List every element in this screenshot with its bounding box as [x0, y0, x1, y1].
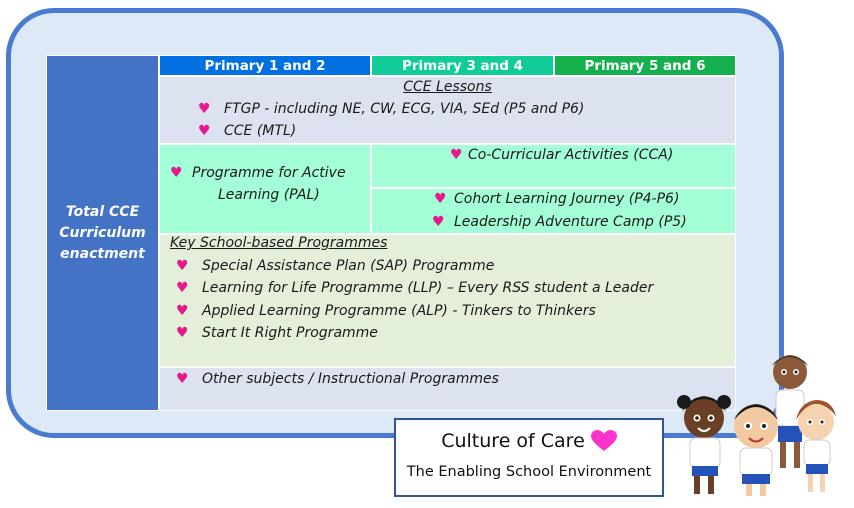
heart-bullet-icon: ♥ [176, 258, 189, 274]
programme-sap: Special Assistance Plan (SAP) Programme [202, 258, 495, 274]
header-primary-3-4: Primary 3 and 4 [371, 55, 554, 76]
pal-line-1: Programme for Active [192, 165, 346, 181]
lesson-item-mtl: CCE (MTL) [224, 123, 297, 139]
lesson-item-ftgp: FTGP - including NE, CW, ECG, VIA, SEd (P5 and P6) [224, 101, 585, 117]
journey-item-camp: Leadership Adventure Camp (P5) [454, 214, 687, 230]
list-item [176, 325, 378, 341]
child-figure [734, 404, 778, 496]
key-programmes-cell [159, 234, 736, 367]
journey-cell [371, 188, 736, 234]
cca-cell [371, 144, 736, 188]
pal-cell [159, 144, 371, 234]
total-cce-cell [46, 55, 159, 411]
programme-start-it-right: Start It Right Programme [202, 325, 378, 341]
other-subjects-label: Other subjects / Instructional Programmes [202, 371, 499, 387]
total-cce-label: Total CCE Curriculum enactment [59, 203, 146, 262]
heart-bullet-icon: ♥ [434, 191, 447, 207]
list-item [198, 101, 584, 117]
programme-llp: Learning for Life Programme (LLP) – Every RSS student a Leader [202, 280, 654, 296]
heart-bullet-icon: ♥ [176, 303, 189, 319]
list-item [176, 280, 653, 296]
heart-bullet-icon: ♥ [198, 123, 211, 139]
list-item [176, 371, 499, 387]
cca-label: Co-Curricular Activities (CCA) [468, 147, 674, 163]
culture-subtitle: The Enabling School Environment [406, 464, 652, 480]
list-item [198, 123, 296, 139]
header-primary-1-2: Primary 1 and 2 [159, 55, 371, 76]
heart-bullet-icon: ♥ [432, 214, 445, 230]
list-item [176, 303, 596, 319]
children-illustration [664, 350, 854, 500]
journey-item-cohort: Cohort Learning Journey (P4-P6) [454, 191, 680, 207]
list-item [176, 258, 494, 274]
heart-bullet-icon: ♥ [198, 101, 211, 117]
other-subjects-cell [159, 367, 736, 411]
cce-lessons-cell [159, 76, 736, 144]
heart-bullet-icon: ♥ [176, 371, 189, 387]
cce-lessons-title: CCE Lessons [403, 79, 492, 95]
heart-bullet-icon: ♥ [176, 325, 189, 341]
child-figure [677, 395, 731, 494]
pal-line-2: Learning (PAL) [218, 187, 320, 203]
curriculum-table [46, 55, 736, 411]
culture-title: Culture of Care [441, 430, 585, 452]
pink-heart-icon [591, 430, 617, 452]
heart-bullet-icon: ♥ [450, 147, 463, 163]
child-figure [796, 400, 836, 492]
heart-bullet-icon: ♥ [170, 165, 183, 181]
header-primary-5-6: Primary 5 and 6 [554, 55, 736, 76]
culture-of-care-box [394, 418, 664, 497]
heart-bullet-icon: ♥ [176, 280, 189, 296]
programme-alp: Applied Learning Programme (ALP) - Tinkers to Thinkers [202, 303, 596, 319]
key-programmes-title: Key School-based Programmes [170, 235, 388, 251]
